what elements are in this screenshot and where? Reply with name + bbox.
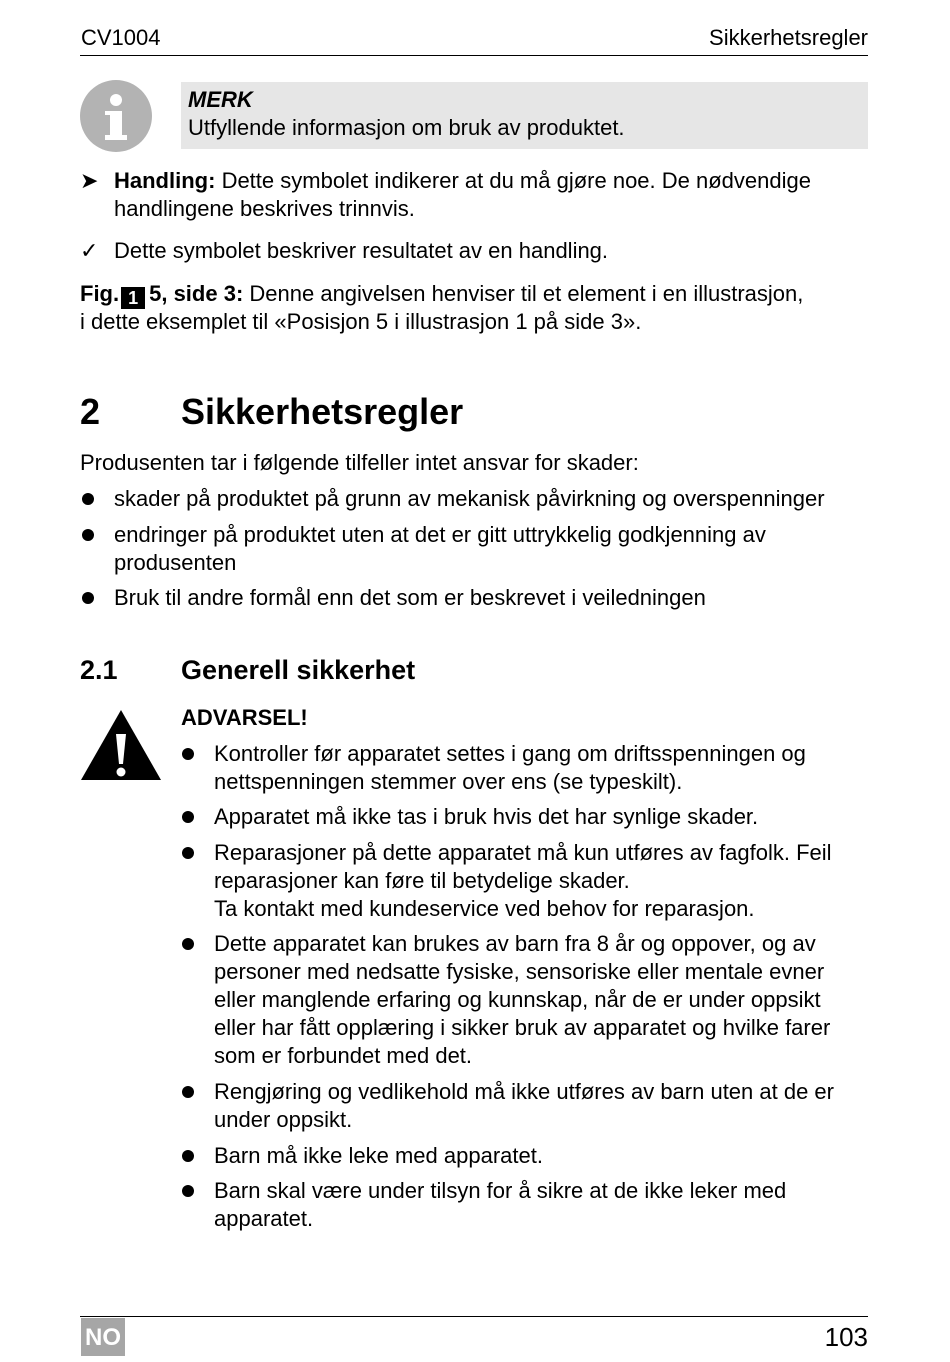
warning-item-continued: Ta kontakt med kundeservice ved behov for reparasjon. <box>214 896 755 921</box>
action-text: Dette symbolet indikerer at du må gjøre noe. De nødvendige <box>221 168 811 193</box>
info-icon <box>80 80 152 152</box>
bullet-icon <box>182 1150 194 1162</box>
checkmark-icon: ✓ <box>80 238 99 263</box>
warning-item: Barn skal være under tilsyn for å sikre at de ikke leker med <box>214 1178 787 1203</box>
note-text: Utfyllende informasjon om bruk av produktet. <box>188 115 625 140</box>
subsection-title: Generell sikkerhet <box>181 655 416 685</box>
action-line-1 <box>114 167 811 195</box>
warning-item: Kontroller før apparatet settes i gang om driftsspenningen og <box>214 741 806 766</box>
warning-item: Apparatet må ikke tas i bruk hvis det har synlige skader. <box>214 804 759 829</box>
list-item: Bruk til andre formål enn det som er beskrevet i veiledningen <box>114 585 706 610</box>
header-rule <box>80 55 868 56</box>
warning-item-continued: eller manglende erfaring og kunnskap, når de er under oppsikt <box>214 987 821 1012</box>
note-box <box>181 82 868 149</box>
warning-item-continued: nettspenningen stemmer over ens (se typeskilt). <box>214 769 683 794</box>
fig-text: Denne angivelsen henviser til et element i en illustrasjon, <box>249 281 804 306</box>
action-label: Handling: <box>114 168 216 193</box>
bullet-icon <box>82 529 94 541</box>
subsection-number: 2.1 <box>80 655 118 685</box>
fig-line-2: i dette eksemplet til «Posisjon 5 i illustrasjon 1 på side 3». <box>80 309 642 334</box>
list-item: skader på produktet på grunn av mekanisk påvirkning og overspenninger <box>114 486 825 511</box>
bullet-icon <box>182 938 194 950</box>
language-badge: NO <box>81 1318 125 1356</box>
arrow-icon: ➤ <box>80 168 99 193</box>
warning-item: Dette apparatet kan brukes av barn fra 8 år og oppover, og av <box>214 931 816 956</box>
warning-item-continued: eller har fått opplæring i sikker bruk av apparatet og hvilke farer <box>214 1015 831 1040</box>
warning-item: Reparasjoner på dette apparatet må kun utføres av fagfolk. Feil <box>214 840 832 865</box>
note-title: MERK <box>188 87 253 112</box>
warning-item-continued: under oppsikt. <box>214 1107 353 1132</box>
result-text: Dette symbolet beskriver resultatet av en handling. <box>114 238 609 263</box>
fig-prefix: Fig. <box>80 281 120 306</box>
bullet-icon <box>82 592 94 604</box>
warning-item: Rengjøring og vedlikehold må ikke utføres av barn uten at de er <box>214 1079 834 1104</box>
warning-item-continued: som er forbundet med det. <box>214 1043 473 1068</box>
bullet-icon <box>182 1086 194 1098</box>
warning-title: ADVARSEL! <box>181 705 308 730</box>
section-intro: Produsenten tar i følgende tilfeller intet ansvar for skader: <box>80 450 639 475</box>
fig-ref: 5, side 3: <box>149 281 244 306</box>
warning-item-continued: personer med nedsatte fysiske, sensoriske eller mentale evner <box>214 959 825 984</box>
section-title: Sikkerhetsregler <box>181 391 464 432</box>
action-line-2: handlingene beskrives trinnvis. <box>114 196 415 221</box>
warning-item-continued: apparatet. <box>214 1206 314 1231</box>
bullet-icon <box>82 493 94 505</box>
bullet-icon <box>182 748 194 760</box>
list-item: endringer på produktet uten at det er gitt uttrykkelig godkjenning av <box>114 522 766 547</box>
warning-triangle-icon <box>80 708 162 782</box>
header-chapter: Sikkerhetsregler <box>709 25 868 50</box>
bullet-icon <box>182 1185 194 1197</box>
list-item-continued: produsenten <box>114 550 237 575</box>
warning-item-continued: reparasjoner kan føre til betydelige skader. <box>214 868 630 893</box>
fig-line-1 <box>80 280 803 309</box>
bullet-icon <box>182 811 194 823</box>
warning-item: Barn må ikke leke med apparatet. <box>214 1143 543 1168</box>
header-product: CV1004 <box>81 25 161 50</box>
page-number: 103 <box>824 1322 868 1352</box>
bullet-icon <box>182 847 194 859</box>
section-number: 2 <box>80 391 101 432</box>
footer-rule <box>80 1316 868 1317</box>
fig-number-box: 1 <box>121 287 145 309</box>
